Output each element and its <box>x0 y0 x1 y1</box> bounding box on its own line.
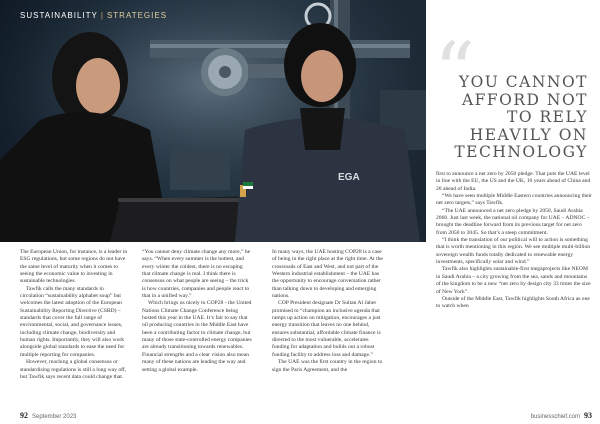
paragraph: “The UAE announced a net zero pledge by 2050, Saudi Arabia 2060. Just last week, the national oil company for UAE – ADNOC – brought the deadline forward from its previous target for net zero from 2050 to 2045. So that’s a steep commitment. <box>436 207 590 236</box>
paragraph: The European Union, for instance, is a leader in ESG regulations, but some regions do not have the same level of maturity when it comes to seeing the economic value to investing in sustainable technologies. <box>20 249 128 285</box>
ega-logo: EGA <box>338 172 360 183</box>
kicker-separator: | <box>100 11 104 20</box>
page-number-left: 92 <box>20 411 28 420</box>
paragraph: COP President designate Dr Sultan Al Jaber promised to “champion an inclusive agenda that ramps up action on mitigation, encourages a just energy transition that leaves no one behind, ensures substantial, affordable climate finance is directed to the most vulnerable, accelerates funding for adaptation and builds out a robust funding facility to address loss and damage.” <box>272 300 381 358</box>
page-number-right: 93 <box>584 411 592 420</box>
article-column-2 <box>142 249 252 374</box>
article-column-3 <box>272 249 384 374</box>
section-label: SUSTAINABILITY <box>20 11 98 20</box>
paragraph: In many ways, the UAE hosting COP28 is a case of being in the right place at the right time. At the crossroads of East and West, and not part of the Western industrial establishment – the UAE has the opportunity to encourage conversation rather than talking down to developing and emerging nations. <box>272 249 383 300</box>
paragraph: “You cannot deny climate change any more,” he says. “When every summer is the hottest, and every winter the coldest, there is no escaping that climate change is real. I think there is consensus on what people are seeing – the trick is how countries, companies and people react to that in a unified way.” <box>142 249 251 300</box>
paragraph: Tawfik also highlights sustainable-first megaprojects like NEOM in Saudi Arabia – a city growing from the sea, sands and mountains of the kingdom to be a new “net zero by design city 33 times the size of New York”. <box>436 266 591 295</box>
paragraph: Tawfik calls the many standards in circulation “sustainability alphabet soup” but welcomes the latest adoption of the European Sustainability Reporting Directive (CSRD) – standards that cover the full range of environmental, social, and governance issues, including climate change, biodiversity and human rights. Importantly, they will also work alongside global standards to ease the need for multiple reporting for companies. <box>20 285 125 358</box>
paragraph: However, reaching a global consensus or standardising regulations is still a long way off, but Tawfik says recent data could change that. <box>20 359 127 380</box>
industrial-scene-illustration <box>0 0 426 242</box>
article-column-1 <box>20 249 128 381</box>
left-folio <box>20 411 76 420</box>
article-column-4 <box>436 171 592 311</box>
paragraph: The UAE was the first country in the region to sign the Paris Agreement, and the <box>272 359 383 373</box>
hero-photo <box>0 0 426 242</box>
paragraph: Outside of the Middle East, Tawfik highlights South Africa as one to watch when <box>436 295 590 310</box>
right-folio <box>531 411 592 420</box>
paragraph: Which brings us nicely to COP28 - the United Nations Climate Change Conference being hosted this year in the UAE. It’s fair to say that oil producing countries in the Middle East have been a contributing factor to climate change, but many of those state-controlled energy companies are already transitioning towards renewables. Financial strengths and a clear vision also mean many of these nations are leading the way and setting a global example. <box>142 300 252 373</box>
paragraph: “I think the translation of our political will to action is something that is worth mentioning in this region. We see multiple multi-billion sovereign wealth funds totally dedicated to renewable energy investments, specifically solar and wind.” <box>436 237 591 266</box>
subsection-label: STRATEGIES <box>106 11 168 20</box>
quote-mark-icon: “ <box>434 25 475 118</box>
issue-date: September 2023 <box>32 414 77 420</box>
site-url: businesschief.com <box>530 414 580 420</box>
paragraph: “We have seen multiple Middle Eastern countries announcing their net zero targets,” says Tawfik. <box>436 193 592 207</box>
section-kicker <box>20 11 167 20</box>
pull-quote: YOU CANNOT AFFORD NOT TO RELY HEAVILY ON TECHNOLOGY <box>454 73 588 161</box>
paragraph: first to announce a net zero by 2050 pledge. That puts the UAE level in line with the EU, the US and the UK, 10 years ahead of China and 20 ahead of India. <box>436 171 591 192</box>
